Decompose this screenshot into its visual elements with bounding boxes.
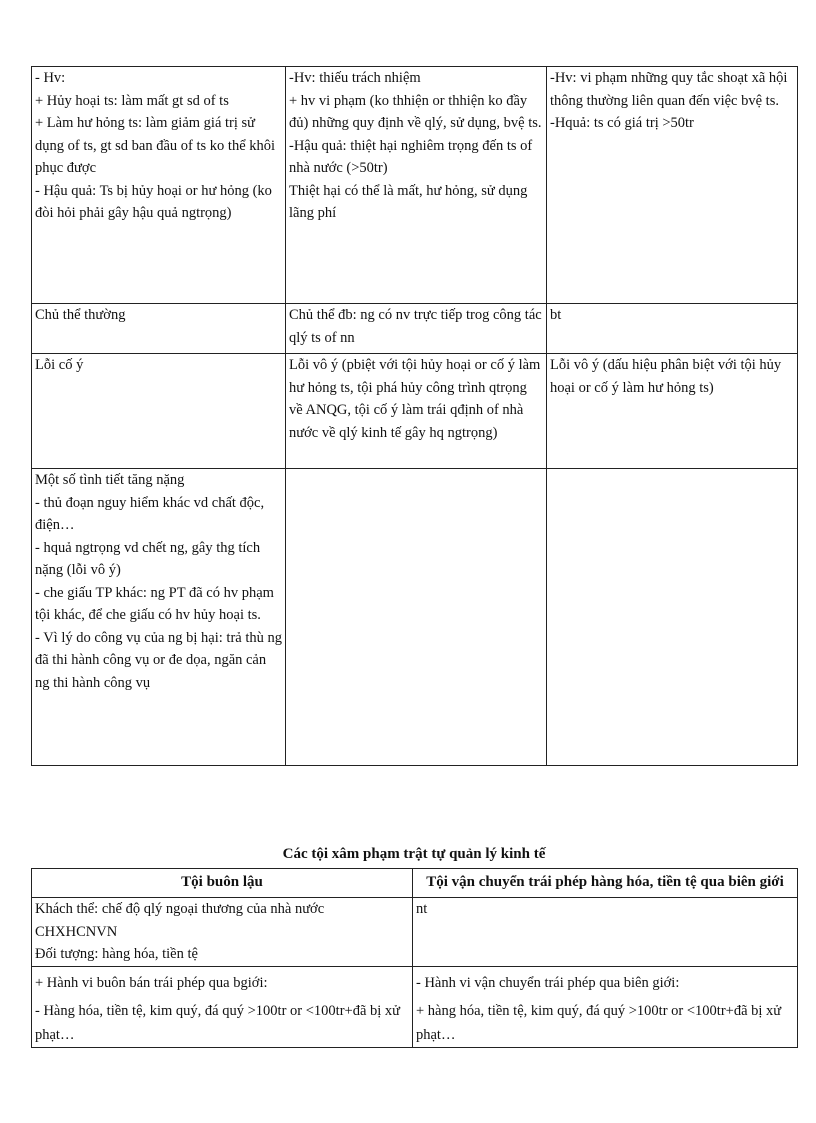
cell-line: - Vì lý do công vụ của ng bị hại: trả thù ng đã thi hành công vụ or đe dọa, ngăn cản ng thi hành công vụ xyxy=(35,629,282,691)
table-cell xyxy=(547,67,798,304)
table-row xyxy=(32,966,798,1047)
table-cell-empty xyxy=(286,469,547,766)
cell-line: - Hành vi vận chuyển trái phép qua biên giới: xyxy=(416,974,680,991)
column-header: Tội buôn lậu xyxy=(32,869,413,898)
table-cell xyxy=(413,966,798,1047)
cell-line: - thủ đoạn nguy hiểm khác vd chất độc, điện… xyxy=(35,494,265,533)
cell-line: Đối tượng: hàng hóa, tiền tệ xyxy=(35,946,198,962)
table-cell xyxy=(547,304,798,354)
cell-line: nt xyxy=(416,901,428,917)
cell-line: -Hv: vi phạm những quy tắc shoạt xã hội thông thường liên quan đến việc bvệ ts. xyxy=(550,70,788,109)
cell-line: + Hành vi buôn bán trái phép qua bgiới: xyxy=(35,974,268,991)
section-title: Các tội xâm phạm trật tự quản lý kinh tế xyxy=(282,846,546,862)
cell-line: - Hv: xyxy=(35,70,66,86)
table-header-row xyxy=(32,869,798,898)
cell-line: -Hquả: ts có giá trị >50tr xyxy=(550,115,694,131)
table-cell xyxy=(32,966,413,1047)
table-row xyxy=(32,354,798,469)
cell-line: + Hủy hoại ts: làm mất gt sd of ts xyxy=(35,92,229,109)
table-cell xyxy=(32,354,286,469)
comparison-table-economic-crimes xyxy=(31,868,798,1048)
table-cell xyxy=(547,354,798,469)
cell-line: Khách thể: chế độ qlý ngoại thương của nhà nước CHXHCNVN xyxy=(35,901,325,940)
table-cell xyxy=(32,304,286,354)
table-row xyxy=(32,898,798,967)
cell-line: -Hv: thiếu trách nhiệm xyxy=(289,70,421,86)
table-cell xyxy=(286,67,547,304)
cell-line: - che giấu TP khác: ng PT đã có hv phạm tội khác, để che giấu có hv hủy hoại ts. xyxy=(35,584,274,623)
table-cell xyxy=(32,67,286,304)
cell-line: - hquả ngtrọng vd chết ng, gây thg tích nặng (lỗi vô ý) xyxy=(35,539,261,578)
table-cell xyxy=(413,898,798,967)
table-cell xyxy=(32,898,413,967)
cell-line: -Hậu quả: thiệt hại nghiêm trọng đến ts of nhà nước (>50tr) xyxy=(289,137,533,176)
cell-line: Một số tình tiết tăng nặng xyxy=(35,472,185,488)
cell-line: + hàng hóa, tiền tệ, kim quý, đá quý >100tr or <100tr+đã bị xử phạt… xyxy=(416,1002,782,1043)
column-header: Tội vận chuyển trái phép hàng hóa, tiền tệ qua biên giới xyxy=(413,869,798,898)
cell-line: Thiệt hại có thể là mất, hư hỏng, sử dụng lãng phí xyxy=(289,182,528,221)
comparison-table-property-crimes xyxy=(31,66,798,766)
cell-line: bt xyxy=(550,307,562,323)
cell-line: Chủ thể đb: ng có nv trực tiếp trog công tác qlý ts of nn xyxy=(289,307,542,346)
cell-line: Chủ thể thường xyxy=(35,307,126,323)
table-cell xyxy=(286,354,547,469)
cell-line: + hv vi phạm (ko thhiện or thhiện ko đầy đủ) những quy định về qlý, sử dụng, bvệ ts. xyxy=(289,92,542,131)
table-row xyxy=(32,469,798,766)
table-cell xyxy=(286,304,547,354)
cell-line: + Làm hư hỏng ts: làm giảm giá trị sử dụng of ts, gt sd ban đầu of ts ko thể khôi phục được xyxy=(35,115,276,176)
cell-line: Lỗi cố ý xyxy=(35,357,84,373)
cell-line: Lỗi vô ý (pbiệt với tội hủy hoại or cố ý làm hư hỏng ts, tội phá hủy công trình qtrọng về ANQG, tội cố ý làm trái qđịnh of nhà nước về qlý kinh tế gây hq ngtrọng) xyxy=(289,357,541,441)
table-cell xyxy=(32,469,286,766)
cell-line: - Hàng hóa, tiền tệ, kim quý, đá quý >100tr or <100tr+đã bị xử phạt… xyxy=(35,1002,401,1043)
table-cell-empty xyxy=(547,469,798,766)
table-row xyxy=(32,67,798,304)
table-row xyxy=(32,304,798,354)
cell-line: Lỗi vô ý (dấu hiệu phân biệt với tội hủy hoại or cố ý làm hư hỏng ts) xyxy=(550,357,782,396)
cell-line: - Hậu quả: Ts bị hủy hoại or hư hỏng (ko đòi hỏi phải gây hậu quả ngtrọng) xyxy=(35,182,272,221)
